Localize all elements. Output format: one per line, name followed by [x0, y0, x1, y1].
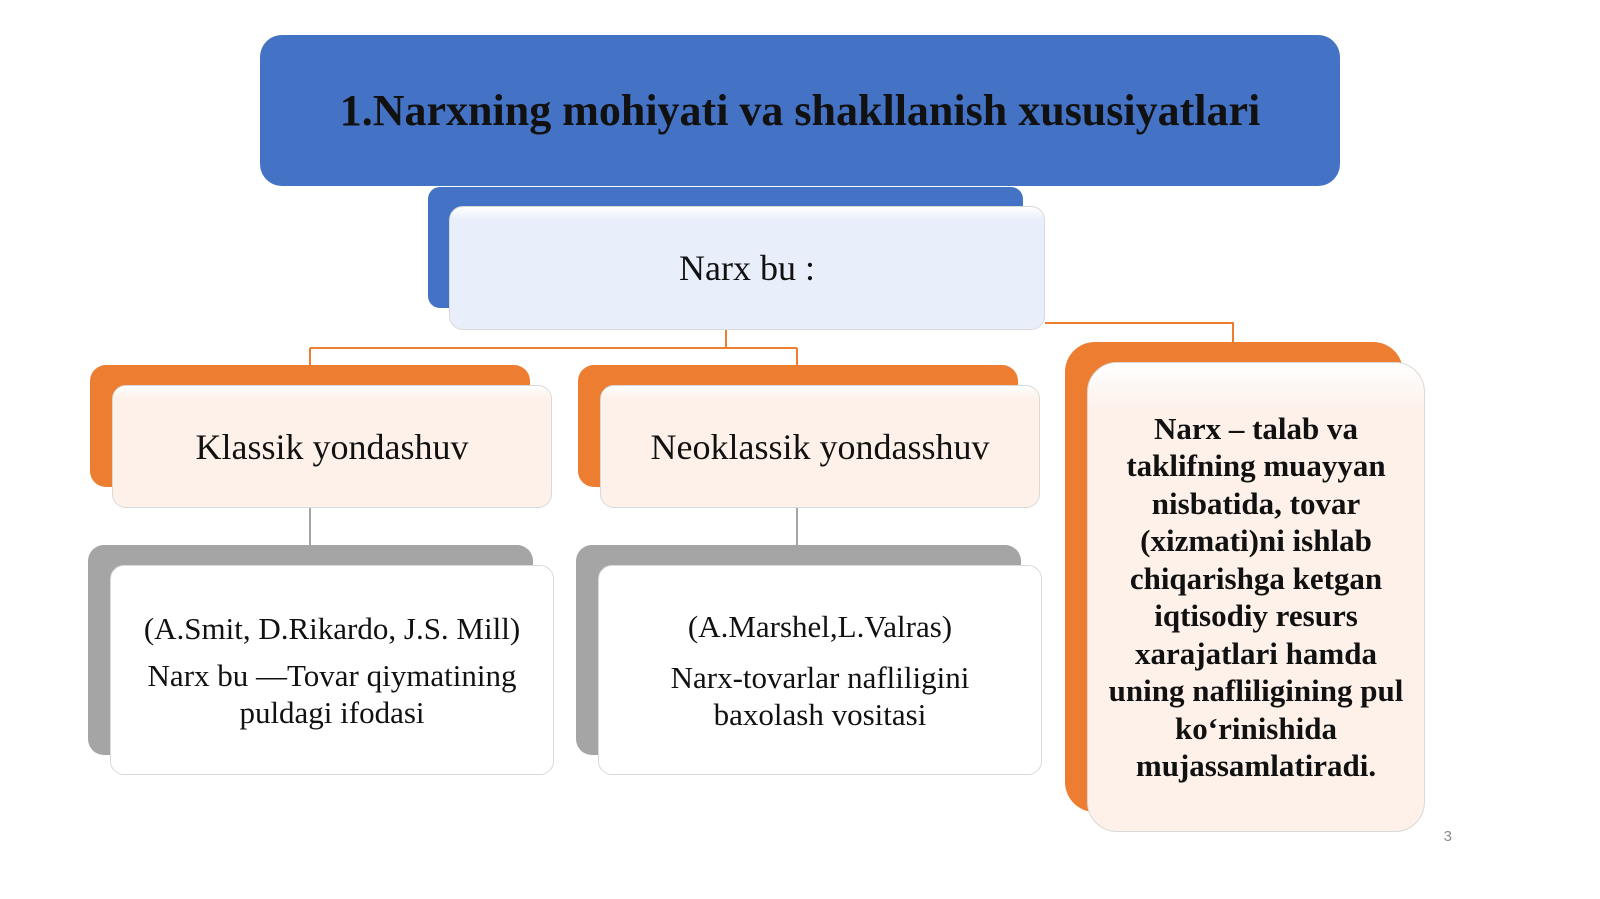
- classic-definition: Narx bu —Tovar qiymatining puldagi ifodasi: [147, 657, 517, 730]
- side-definition-text: Narx – talab va taklifning muayyan nisbatida, tovar (xizmati)ni ishlab chiqarishga ketgan iqtisodiy resurs xarajatlari hamda uning nafliligining pul koʻrinishida mujassamlatiradi.: [1108, 410, 1404, 783]
- classic-authors: (A.Smit, D.Rikardo, J.S. Mill): [143, 610, 521, 646]
- side-definition-node: [1087, 362, 1425, 832]
- title-banner: [260, 35, 1340, 186]
- connector-root-to-side: [1045, 323, 1233, 342]
- neoclassic-heading-node: [600, 385, 1040, 508]
- page-title: 1.Narxning mohiyati va shakllanish xususiyatlari: [339, 86, 1261, 135]
- neoclassic-authors: (A.Marshel,L.Valras): [687, 608, 953, 644]
- neoclassic-definition: Narx-tovarlar nafliligini baxolash vositasi: [670, 659, 970, 732]
- root-node-label: Narx bu :: [679, 248, 815, 288]
- neoclassic-detail-node: [598, 565, 1042, 775]
- classic-heading-node: [112, 385, 552, 508]
- connector-root-to-branches: [310, 330, 797, 368]
- root-node: [449, 206, 1045, 330]
- page-number: 3: [1443, 828, 1452, 845]
- classic-heading-label: Klassik yondashuv: [195, 426, 469, 467]
- neoclassic-heading-label: Neoklassik yondasshuv: [650, 426, 990, 467]
- classic-detail-node: [110, 565, 554, 775]
